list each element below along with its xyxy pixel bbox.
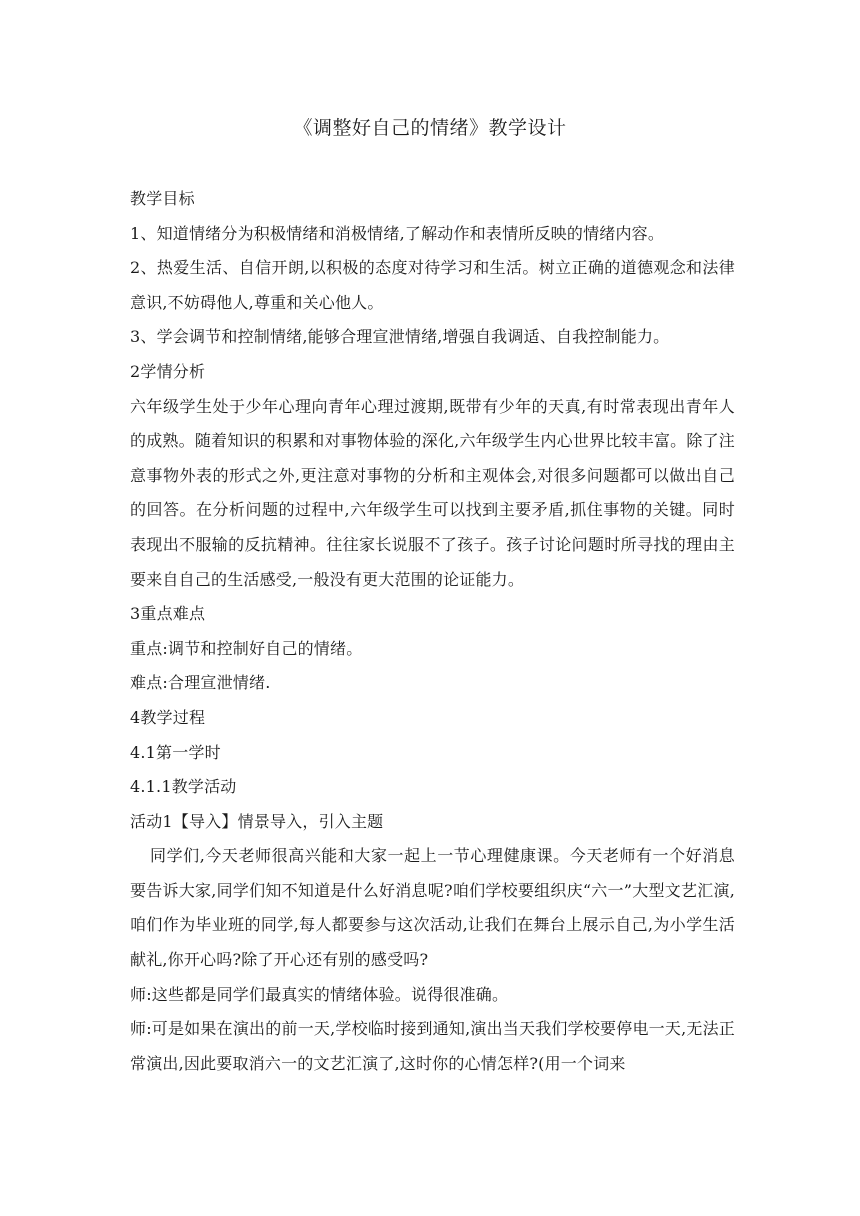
activities-heading: 4.1.1教学活动 [130, 777, 237, 797]
process-heading: 4教学过程 [130, 707, 206, 727]
analysis-paragraph: 六年级学生处于少年心理向青年心理过渡期,既带有少年的天真,有时常表现出青年人的成熟。随着知识的积累和对事物体验的深化,六年级学生内心世界比较丰富。除了注意事物外表的形式之外,更注意对事物的分析和主观体会,对很多问题都可以做出自己的回答。在分析问题的过程中,六年级学生可以找到主要矛盾,抓住事物的关键。同时表现出不服输的反抗精神。往往家长说服不了孩子。孩子讨论问题时所寻找的理由主要来自自己的生活感受,一般没有更大范围的论证能力。 [130, 396, 735, 589]
keypoint-line: 重点:调节和控制好自己的情绪。 [130, 638, 363, 658]
activity-heading: 活动1【导入】情景导入，引入主题 [130, 811, 384, 831]
objective-item: 3、学会调节和控制情绪,能够合理宣泄情绪,增强自我调适、自我控制能力。 [130, 327, 670, 347]
document-body [130, 182, 735, 1081]
keypoints-heading: 3重点难点 [130, 604, 206, 624]
objective-item: 2、热爱生活、自信开朗,以积极的态度对待学习和生活。树立正确的道德观念和法律意识,不妨碍他人,尊重和关心他人。 [130, 258, 735, 312]
difficulty-line: 难点:合理宣泄情绪. [130, 673, 271, 693]
objectives-heading: 教学目标 [130, 189, 195, 208]
objective-item: 1、知道情绪分为积极情绪和消极情绪,了解动作和表情所反映的情绪内容。 [130, 223, 665, 243]
teacher-line: 师:可是如果在演出的前一天,学校临时接到通知,演出当天我们学校要停电一天,无法正常演出,因此要取消六一的文艺汇演了,这时你的心情怎样?(用一个词来 [130, 1019, 735, 1073]
document-title: 《调整好自己的情绪》教学设计 [293, 117, 567, 139]
teacher-line: 师:这些都是同学们最真实的情绪体验。说得很准确。 [130, 984, 509, 1004]
lesson-heading: 4.1第一学时 [130, 742, 221, 762]
analysis-heading: 2学情分析 [130, 361, 206, 381]
activity-paragraph: 同学们,今天老师很高兴能和大家一起上一节心理健康课。今天老师有一个好消息要告诉大家,同学们知不知道是什么好消息呢?咱们学校要组织庆“六一”大型文艺汇演,咱们作为毕业班的同学,每人都要参与这次活动,让我们在舞台上展示自己,为小学生活献礼,你开心吗?除了开心还有别的感受吗? [130, 846, 735, 970]
